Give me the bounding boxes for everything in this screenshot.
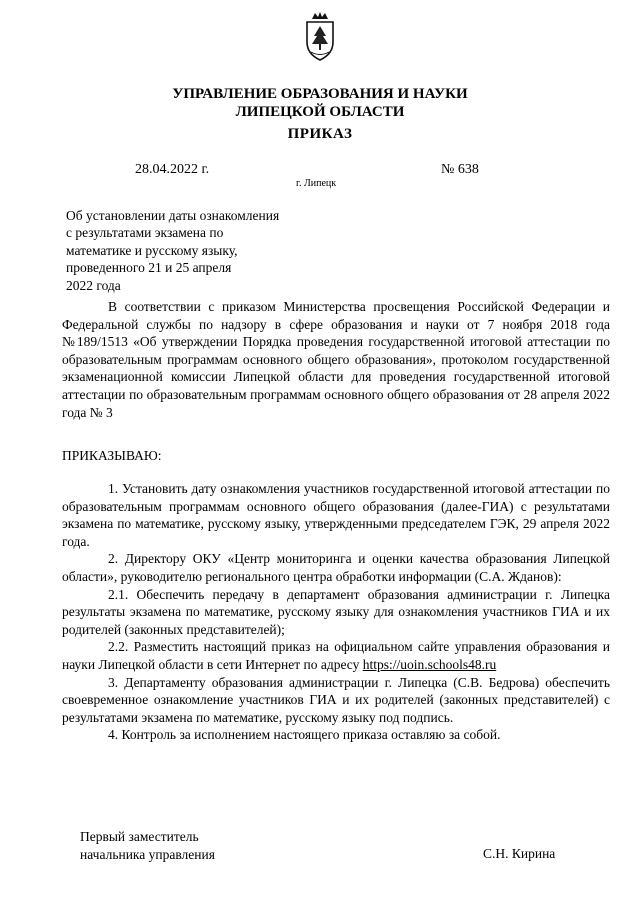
subject-line: с результатами экзамена по	[66, 225, 224, 241]
document-subject	[66, 207, 326, 294]
order-item-2: 2. Директору ОКУ «Центр мониторинга и оценки качества образования Липецкой области», руководителю регионального центра обработки информации (С.А. Жданов):	[62, 551, 610, 584]
document-city: г. Липецк	[296, 178, 337, 189]
org-name-line2: ЛИПЕЦКОЙ ОБЛАСТИ	[235, 104, 405, 120]
order-items	[62, 480, 610, 744]
order-item-2-1: 2.1. Обеспечить передачу в департамент образования администрации г. Липецка результаты экзамена по математике, русскому языку для ознакомления участников ГИА и их родителей (законных представителей);	[62, 586, 610, 637]
document-type: ПРИКАЗ	[287, 126, 353, 142]
subject-line: математике и русскому языку,	[66, 242, 238, 258]
document-date: 28.04.2022 г.	[135, 162, 210, 177]
site-link[interactable]: https://uoin.schools48.ru	[362, 656, 497, 672]
signatory-name: С.Н. Кирина	[483, 846, 556, 861]
order-item-4: 4. Контроль за исполнением настоящего приказа оставляю за собой.	[108, 727, 501, 743]
order-item-1: 1. Установить дату ознакомления участников государственной итоговой аттестации по образовательным программам основного общего образования (далее-ГИА) с результатами экзамена по математике, русскому языку, утвержденными председателем ГЭК, 29 апреля 2022 года.	[62, 481, 610, 549]
signatory-position-line2: начальника управления	[80, 847, 215, 862]
coat-of-arms-icon	[300, 10, 340, 62]
signatory-position	[80, 828, 215, 864]
org-name-line1: УПРАВЛЕНИЕ ОБРАЗОВАНИЯ И НАУКИ	[172, 86, 468, 102]
intro-paragraph: В соответствии с приказом Министерства просвещения Российской Федерации и Федеральной службы по надзору в сфере образования и науки от 7 ноября 2018 года №189/1513 «Об утверждении Порядка проведения государственной итоговой аттестации по образовательным программам основного общего образования», протоколом государственной экзаменационной комиссии Липецкой области для проведения государственной итоговой аттестации по образовательным программам основного общего образования от 28 апреля 2022 года № 3	[62, 299, 610, 420]
order-item-2-2-text: 2.2. Разместить настоящий приказ на официальном сайте управления образования и науки Липецкой области в сети Интернет по адресу	[62, 639, 610, 672]
subject-line: Об установлении даты ознакомления	[66, 208, 280, 223]
document-number: № 638	[441, 162, 479, 177]
order-item-2-2	[62, 638, 610, 673]
subject-line: 2022 года	[66, 277, 121, 293]
order-word: ПРИКАЗЫВАЮ:	[62, 448, 162, 463]
signatory-position-line1: Первый заместитель	[80, 829, 199, 844]
order-item-3: 3. Департаменту образования администрации г. Липецка (С.В. Бедрова) обеспечить своевременное ознакомление участников ГИА и их родителей (законных представителей) с результатами экзамена по математике, русскому языку под подпись.	[62, 674, 610, 725]
subject-line: проведенного 21 и 25 апреля	[66, 260, 232, 276]
